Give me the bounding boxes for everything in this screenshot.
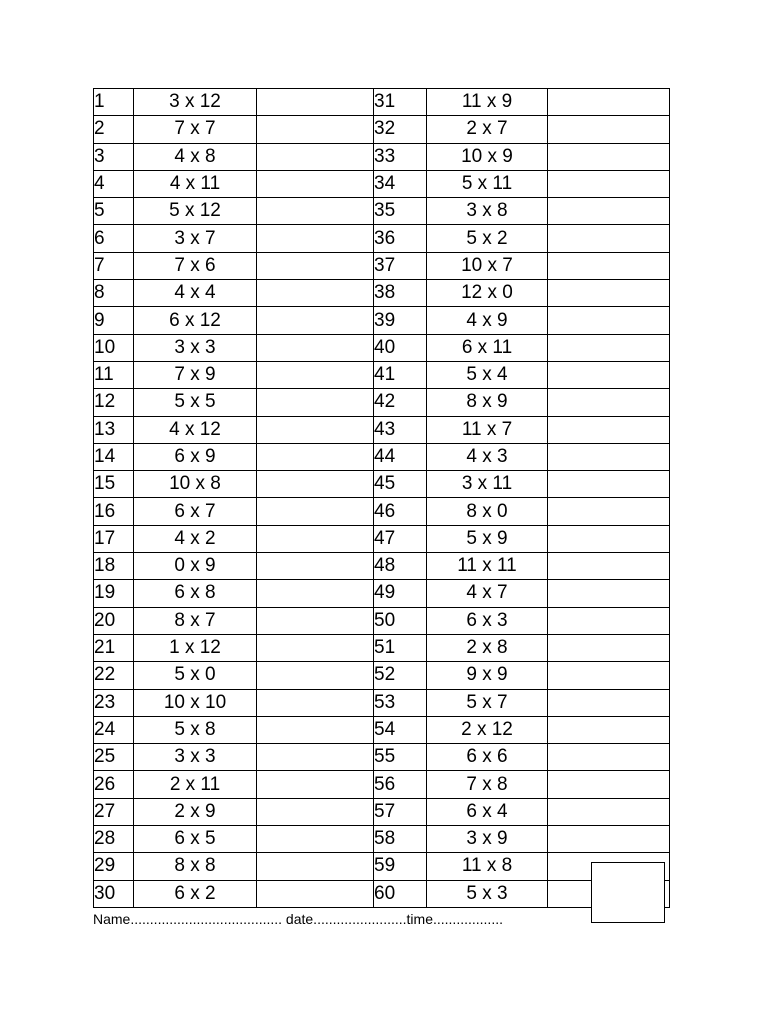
question-text: 6 x 11: [427, 334, 548, 361]
answer-cell[interactable]: [548, 662, 670, 689]
answer-cell[interactable]: [257, 361, 374, 388]
question-text: 11 x 11: [427, 553, 548, 580]
question-text: 1 x 12: [134, 634, 257, 661]
question-text: 8 x 8: [134, 853, 257, 880]
table-row: [94, 89, 670, 116]
table-row: [94, 361, 670, 388]
question-number: 20: [94, 607, 134, 634]
question-text: 6 x 7: [134, 498, 257, 525]
question-number: 56: [374, 771, 427, 798]
question-number: 35: [374, 198, 427, 225]
question-number: 46: [374, 498, 427, 525]
answer-cell[interactable]: [548, 798, 670, 825]
answer-cell[interactable]: [257, 798, 374, 825]
answer-cell[interactable]: [257, 880, 374, 907]
question-text: 5 x 8: [134, 716, 257, 743]
answer-cell[interactable]: [548, 280, 670, 307]
question-number: 40: [374, 334, 427, 361]
table-row: [94, 198, 670, 225]
question-text: 11 x 9: [427, 89, 548, 116]
question-text: 3 x 7: [134, 225, 257, 252]
answer-cell[interactable]: [548, 498, 670, 525]
question-text: 5 x 5: [134, 389, 257, 416]
table-row: [94, 116, 670, 143]
answer-cell[interactable]: [257, 389, 374, 416]
table-row: [94, 853, 670, 880]
answer-cell[interactable]: [548, 580, 670, 607]
answer-cell[interactable]: [548, 143, 670, 170]
question-text: 10 x 8: [134, 471, 257, 498]
question-number: 15: [94, 471, 134, 498]
answer-cell[interactable]: [257, 280, 374, 307]
answer-cell[interactable]: [257, 225, 374, 252]
answer-cell[interactable]: [257, 744, 374, 771]
question-number: 33: [374, 143, 427, 170]
question-text: 3 x 3: [134, 744, 257, 771]
answer-cell[interactable]: [257, 252, 374, 279]
question-text: 10 x 7: [427, 252, 548, 279]
question-text: 6 x 6: [427, 744, 548, 771]
question-number: 47: [374, 525, 427, 552]
answer-cell[interactable]: [548, 826, 670, 853]
question-number: 45: [374, 471, 427, 498]
question-text: 6 x 9: [134, 443, 257, 470]
answer-cell[interactable]: [548, 634, 670, 661]
question-number: 6: [94, 225, 134, 252]
question-text: 3 x 9: [427, 826, 548, 853]
score-box[interactable]: [591, 862, 665, 923]
table-row: [94, 744, 670, 771]
question-number: 38: [374, 280, 427, 307]
question-text: 12 x 0: [427, 280, 548, 307]
question-text: 8 x 7: [134, 607, 257, 634]
table-row: [94, 662, 670, 689]
answer-cell[interactable]: [257, 143, 374, 170]
answer-cell[interactable]: [257, 771, 374, 798]
question-number: 1: [94, 89, 134, 116]
question-number: 9: [94, 307, 134, 334]
question-number: 50: [374, 607, 427, 634]
answer-cell[interactable]: [548, 334, 670, 361]
table-row: [94, 252, 670, 279]
table-row: [94, 689, 670, 716]
question-number: 54: [374, 716, 427, 743]
answer-cell[interactable]: [257, 416, 374, 443]
question-number: 48: [374, 553, 427, 580]
table-row: [94, 553, 670, 580]
table-row: [94, 798, 670, 825]
answer-cell[interactable]: [548, 771, 670, 798]
table-row: [94, 170, 670, 197]
question-text: 4 x 12: [134, 416, 257, 443]
table-row: [94, 307, 670, 334]
answer-cell[interactable]: [548, 553, 670, 580]
question-number: 14: [94, 443, 134, 470]
question-number: 44: [374, 443, 427, 470]
table-row: [94, 716, 670, 743]
answer-cell[interactable]: [548, 389, 670, 416]
answer-cell[interactable]: [257, 116, 374, 143]
question-text: 4 x 9: [427, 307, 548, 334]
question-text: 7 x 8: [427, 771, 548, 798]
answer-cell[interactable]: [257, 443, 374, 470]
question-text: 6 x 2: [134, 880, 257, 907]
question-number: 25: [94, 744, 134, 771]
answer-cell[interactable]: [257, 634, 374, 661]
question-text: 6 x 12: [134, 307, 257, 334]
question-number: 7: [94, 252, 134, 279]
answer-cell[interactable]: [548, 525, 670, 552]
question-number: 37: [374, 252, 427, 279]
answer-cell[interactable]: [548, 89, 670, 116]
question-text: 4 x 7: [427, 580, 548, 607]
table-row: [94, 443, 670, 470]
question-number: 59: [374, 853, 427, 880]
question-number: 32: [374, 116, 427, 143]
table-row: [94, 334, 670, 361]
answer-cell[interactable]: [548, 225, 670, 252]
answer-cell[interactable]: [548, 443, 670, 470]
answer-cell[interactable]: [257, 307, 374, 334]
answer-cell[interactable]: [257, 607, 374, 634]
question-number: 12: [94, 389, 134, 416]
table-row: [94, 416, 670, 443]
answer-cell[interactable]: [548, 116, 670, 143]
question-number: 16: [94, 498, 134, 525]
question-text: 3 x 12: [134, 89, 257, 116]
question-number: 19: [94, 580, 134, 607]
answer-cell[interactable]: [257, 689, 374, 716]
question-text: 2 x 7: [427, 116, 548, 143]
question-text: 7 x 9: [134, 361, 257, 388]
table-row: [94, 607, 670, 634]
table-row: [94, 580, 670, 607]
question-number: 22: [94, 662, 134, 689]
answer-cell[interactable]: [257, 198, 374, 225]
name-date-time-line: Name....................................... date........................time..................: [93, 911, 503, 927]
question-number: 53: [374, 689, 427, 716]
question-text: 5 x 11: [427, 170, 548, 197]
question-text: 5 x 3: [427, 880, 548, 907]
answer-cell[interactable]: [257, 580, 374, 607]
answer-cell[interactable]: [257, 826, 374, 853]
question-text: 6 x 8: [134, 580, 257, 607]
question-text: 8 x 0: [427, 498, 548, 525]
table-row: [94, 471, 670, 498]
question-text: 8 x 9: [427, 389, 548, 416]
answer-cell[interactable]: [257, 498, 374, 525]
question-text: 5 x 2: [427, 225, 548, 252]
question-text: 4 x 3: [427, 443, 548, 470]
answer-cell[interactable]: [257, 471, 374, 498]
question-number: 21: [94, 634, 134, 661]
answer-cell[interactable]: [548, 416, 670, 443]
question-number: 26: [94, 771, 134, 798]
question-text: 5 x 9: [427, 525, 548, 552]
table-row: [94, 634, 670, 661]
question-number: 41: [374, 361, 427, 388]
questions-table-body: [94, 89, 670, 908]
table-row: [94, 280, 670, 307]
question-number: 51: [374, 634, 427, 661]
question-text: 3 x 8: [427, 198, 548, 225]
question-text: 11 x 7: [427, 416, 548, 443]
question-number: 8: [94, 280, 134, 307]
question-text: 6 x 4: [427, 798, 548, 825]
question-text: 3 x 3: [134, 334, 257, 361]
table-row: [94, 498, 670, 525]
answer-cell[interactable]: [548, 689, 670, 716]
question-text: 2 x 8: [427, 634, 548, 661]
question-number: 60: [374, 880, 427, 907]
question-number: 10: [94, 334, 134, 361]
question-number: 23: [94, 689, 134, 716]
question-text: 5 x 4: [427, 361, 548, 388]
answer-cell[interactable]: [548, 716, 670, 743]
question-number: 13: [94, 416, 134, 443]
question-number: 34: [374, 170, 427, 197]
question-text: 7 x 7: [134, 116, 257, 143]
answer-cell[interactable]: [548, 307, 670, 334]
table-row: [94, 143, 670, 170]
question-text: 5 x 12: [134, 198, 257, 225]
question-number: 29: [94, 853, 134, 880]
question-number: 24: [94, 716, 134, 743]
answer-cell[interactable]: [548, 744, 670, 771]
question-number: 27: [94, 798, 134, 825]
question-number: 11: [94, 361, 134, 388]
question-text: 5 x 0: [134, 662, 257, 689]
answer-cell[interactable]: [257, 853, 374, 880]
question-text: 9 x 9: [427, 662, 548, 689]
answer-cell[interactable]: [257, 170, 374, 197]
question-number: 55: [374, 744, 427, 771]
table-row: [94, 771, 670, 798]
answer-cell[interactable]: [548, 471, 670, 498]
table-row: [94, 826, 670, 853]
question-text: 2 x 11: [134, 771, 257, 798]
answer-cell[interactable]: [548, 252, 670, 279]
question-number: 57: [374, 798, 427, 825]
answer-cell[interactable]: [257, 662, 374, 689]
question-text: 0 x 9: [134, 553, 257, 580]
question-number: 5: [94, 198, 134, 225]
question-number: 42: [374, 389, 427, 416]
question-number: 39: [374, 307, 427, 334]
question-number: 43: [374, 416, 427, 443]
question-number: 2: [94, 116, 134, 143]
table-row: [94, 389, 670, 416]
answer-cell[interactable]: [257, 525, 374, 552]
answer-cell[interactable]: [548, 361, 670, 388]
questions-table: [93, 88, 670, 908]
question-number: 58: [374, 826, 427, 853]
question-text: 10 x 9: [427, 143, 548, 170]
question-text: 4 x 8: [134, 143, 257, 170]
question-number: 36: [374, 225, 427, 252]
times-table-worksheet: [93, 88, 669, 908]
answer-cell[interactable]: [257, 89, 374, 116]
answer-cell[interactable]: [548, 607, 670, 634]
question-number: 52: [374, 662, 427, 689]
question-number: 3: [94, 143, 134, 170]
answer-cell[interactable]: [257, 553, 374, 580]
question-text: 6 x 3: [427, 607, 548, 634]
question-text: 2 x 9: [134, 798, 257, 825]
question-number: 49: [374, 580, 427, 607]
question-text: 4 x 4: [134, 280, 257, 307]
question-number: 18: [94, 553, 134, 580]
question-number: 4: [94, 170, 134, 197]
question-text: 4 x 2: [134, 525, 257, 552]
question-text: 2 x 12: [427, 716, 548, 743]
question-text: 7 x 6: [134, 252, 257, 279]
question-number: 30: [94, 880, 134, 907]
question-number: 31: [374, 89, 427, 116]
question-number: 17: [94, 525, 134, 552]
question-text: 11 x 8: [427, 853, 548, 880]
question-text: 5 x 7: [427, 689, 548, 716]
question-text: 10 x 10: [134, 689, 257, 716]
answer-cell[interactable]: [257, 334, 374, 361]
question-number: 28: [94, 826, 134, 853]
table-row: [94, 525, 670, 552]
question-text: 4 x 11: [134, 170, 257, 197]
table-row: [94, 880, 670, 907]
question-text: 3 x 11: [427, 471, 548, 498]
answer-cell[interactable]: [548, 170, 670, 197]
answer-cell[interactable]: [548, 198, 670, 225]
answer-cell[interactable]: [257, 716, 374, 743]
question-text: 6 x 5: [134, 826, 257, 853]
table-row: [94, 225, 670, 252]
